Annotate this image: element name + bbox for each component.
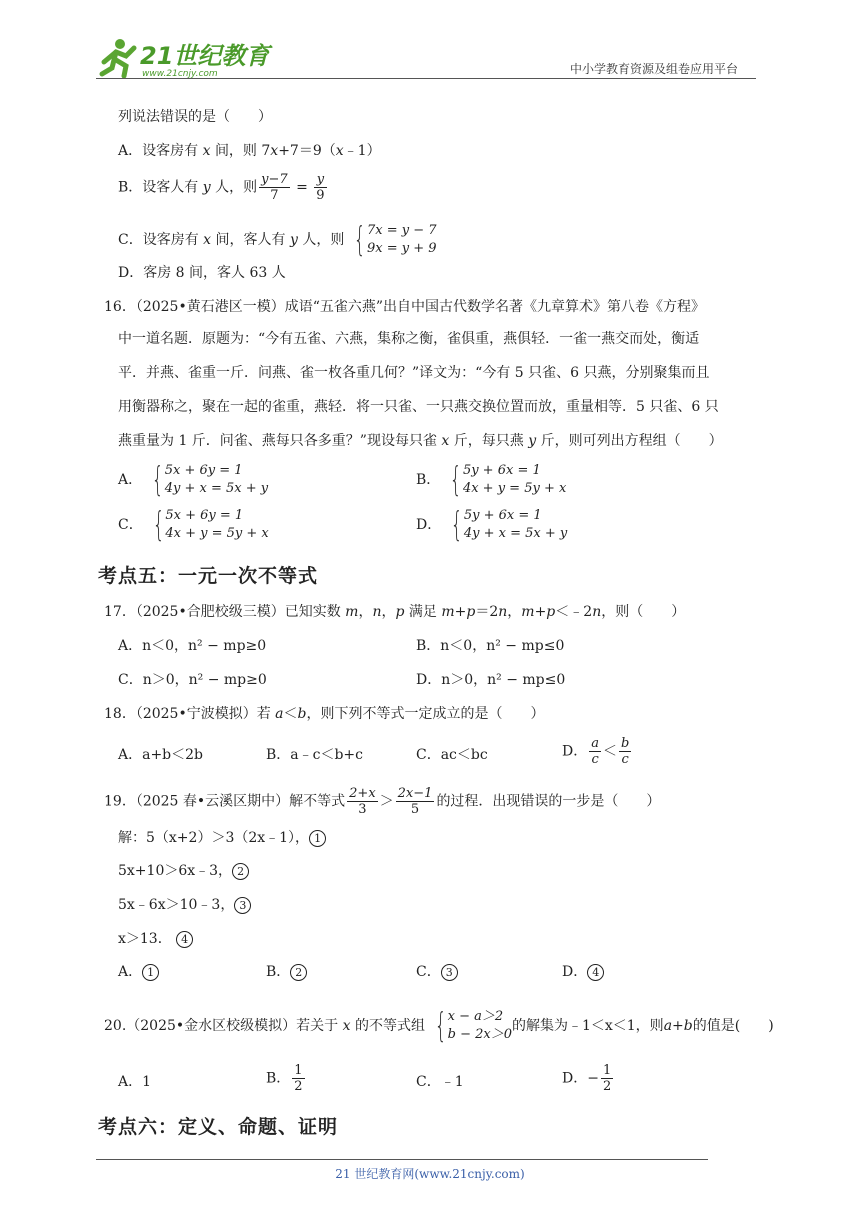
- q20-option-c: C．﹣1: [416, 1074, 464, 1090]
- section-heading-6: 考点六：定义、命题、证明: [98, 1116, 339, 1138]
- site-logo: [96, 34, 270, 80]
- q19-step4: x＞13． 4: [118, 929, 193, 949]
- q16-option-c: C． { 5x + 6y = 1 4x + y = 5y + x: [118, 505, 269, 545]
- q15-option-d: D．客房 8 间，客人 63 人: [118, 265, 286, 281]
- q16-line5: 燕重量为 1 斤．问雀、燕每只各多重？”现设每只雀 x 斤，每只燕 y 斤，则可列出方程组（ ）: [118, 433, 723, 449]
- q16-line3: 平．并燕、雀重一斤．问燕、雀一枚各重几何？”译文为：“今有 5 只雀、6 只燕，分别聚集而且: [118, 365, 710, 381]
- q18-stem: 18．（2025•宁波模拟）若 a＜b，则下列不等式一定成立的是（ ）: [104, 706, 545, 722]
- q16-line4: 用衡器称之，聚在一起的雀重，燕轻．将一只雀、一只燕交换位置而放，重量相等．5 只雀、6 只: [118, 399, 719, 415]
- q16-option-b: B． { 5y + 6x = 1 4x + y = 5y + x: [416, 460, 567, 500]
- q19-option-b: B． 2: [266, 962, 307, 982]
- q20-option-d: D．− $\frac{1}{2}$: [562, 1063, 612, 1094]
- q17-option-b: B．n＜0，n² − mp≤0: [416, 638, 565, 654]
- q19-step1: 解：5（x+2）＞3（2x﹣1）， 1: [118, 828, 326, 848]
- q17-option-c: C．n＞0，n² − mp≥0: [118, 672, 267, 688]
- q15-option-c: C．设客房有 x 间，客人有 y 人，则 { 7x = y − 7 9x = y + 9: [118, 220, 437, 260]
- q17-option-a: A．n＜0，n² − mp≥0: [118, 638, 267, 654]
- footer-divider: [96, 1159, 708, 1160]
- q16-option-a: A． { 5x + 6y = 1 4y + x = 5x + y: [118, 460, 269, 500]
- q19-option-d: D． 4: [562, 962, 604, 982]
- q15-option-b: B．设客人有 y 人，则 $\frac{y-7}{7}$ = $\frac{y}{9}$: [118, 172, 325, 203]
- q18-option-a: A．a+b＜2b: [118, 747, 204, 763]
- q17-option-d: D．n＞0，n² − mp≤0: [416, 672, 566, 688]
- q19-option-c: C． 3: [416, 962, 458, 982]
- header-platform-text: 中小学教育资源及组卷应用平台: [570, 62, 739, 76]
- q18-option-b: B．a﹣c＜b+c: [266, 747, 364, 763]
- q19-step2: 5x+10＞6x﹣3， 2: [118, 861, 249, 881]
- runner-logo-icon: [96, 34, 270, 80]
- q19-option-a: A． 1: [118, 962, 159, 982]
- q20-option-a: A．1: [118, 1074, 152, 1090]
- q16-option-d: D． { 5y + 6x = 1 4y + x = 5x + y: [416, 505, 568, 545]
- q18-option-d: D． $\frac{a}{c}$ ＜ $\frac{b}{c}$: [562, 736, 630, 767]
- q20-option-b: B． $\frac{1}{2}$: [266, 1063, 303, 1094]
- q17-stem: 17．（2025•合肥校级三模）已知实数 m，n，p 满足 m+p＝2n，m+p＜﹣2n，则（ ）: [104, 604, 686, 620]
- logo-url: www.21cnjy.com: [142, 69, 218, 79]
- q16-line1: 16．（2025•黄石港区一模）成语“五雀六燕”出自中国古代数学名著《九章算术》第八卷《方程》: [104, 299, 706, 315]
- q18-option-c: C．ac＜bc: [416, 747, 488, 763]
- section-heading-5: 考点五：一元一次不等式: [98, 565, 319, 587]
- q19-stem: 19．（2025 春•云溪区期中）解不等式 $\frac{2+x}{3}$ ＞ $\frac{2x-1}{5}$ 的过程．出现错误的一步是（ ）: [104, 786, 661, 817]
- q19-step3: 5x﹣6x＞10﹣3， 3: [118, 895, 251, 915]
- header-divider: [96, 78, 756, 79]
- footer-text: 21 世纪教育网(www.21cnjy.com): [335, 1167, 525, 1181]
- q15-stem-tail: 列说法错误的是（ ）: [118, 109, 272, 125]
- q16-line2: 中一道名题．原题为：“今有五雀、六燕，集称之衡，雀俱重，燕俱轻．一雀一燕交而处，衡适: [118, 331, 700, 347]
- q20-stem: 20.（2025•金水区校级模拟）若关于 x 的不等式组 { x − a＞2 b − 2x＞0 的解集为﹣1＜x＜1，则a+b的值是( ): [104, 1006, 774, 1046]
- logo-text: 21世纪教育: [140, 42, 270, 70]
- q15-option-a: A．设客房有 x 间，则 7x+7＝9（x﹣1）: [118, 143, 381, 159]
